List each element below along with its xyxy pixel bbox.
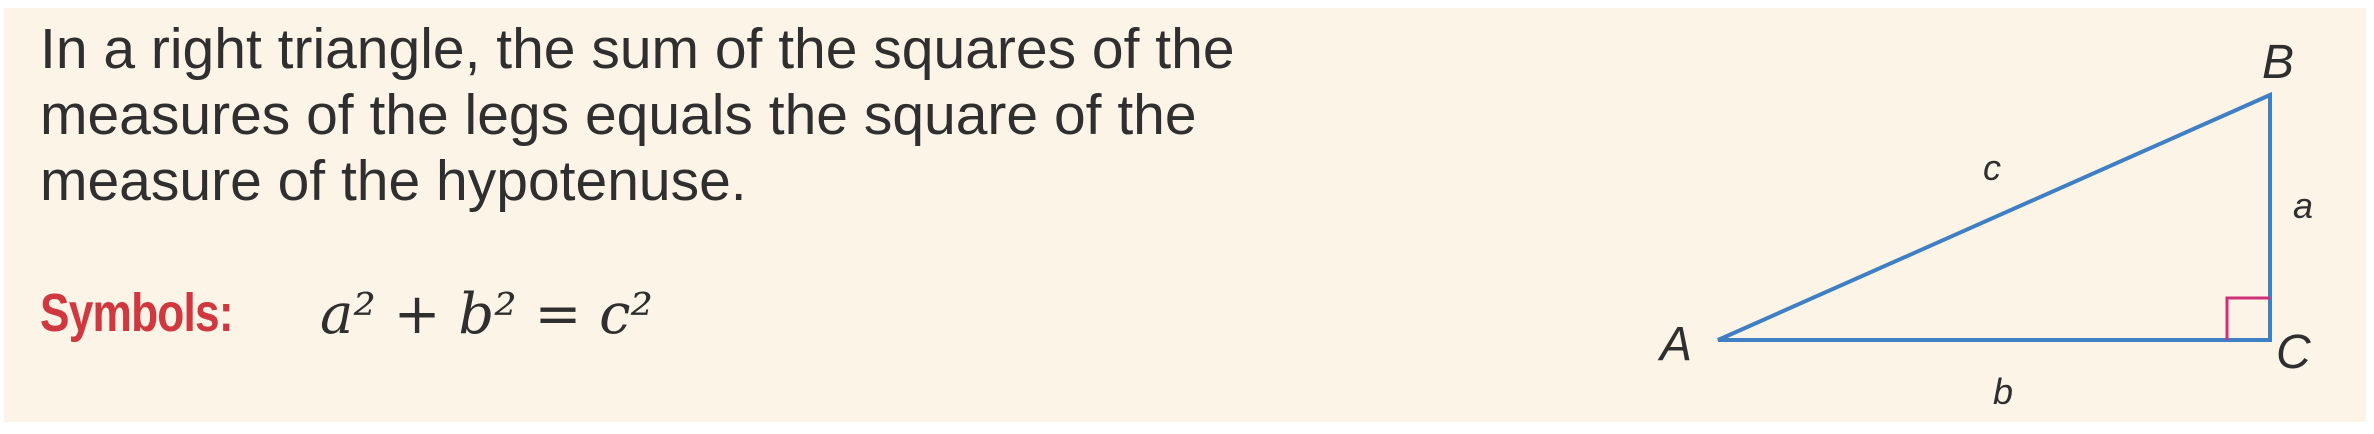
symbols-label: Symbols: bbox=[40, 283, 233, 343]
right-angle-marker bbox=[2227, 298, 2270, 340]
side-label-horizontal-leg: b bbox=[1993, 371, 2014, 412]
statement-line: measure of the hypotenuse. bbox=[40, 149, 747, 213]
pythagorean-formula: a² + b² = c² bbox=[320, 282, 653, 347]
statement-line: measures of the legs equals the square of the bbox=[40, 83, 1197, 147]
side-label-hypotenuse: c bbox=[1983, 147, 2001, 188]
vertex-label-a: A bbox=[1660, 318, 1693, 371]
vertex-label-b: B bbox=[2262, 36, 2295, 89]
statement-line: In a right triangle, the sum of the squares of the bbox=[40, 17, 1235, 81]
triangle-outline bbox=[1718, 95, 2270, 340]
side-label-vertical-leg: a bbox=[2293, 185, 2314, 226]
vertex-label-c: C bbox=[2276, 326, 2311, 379]
